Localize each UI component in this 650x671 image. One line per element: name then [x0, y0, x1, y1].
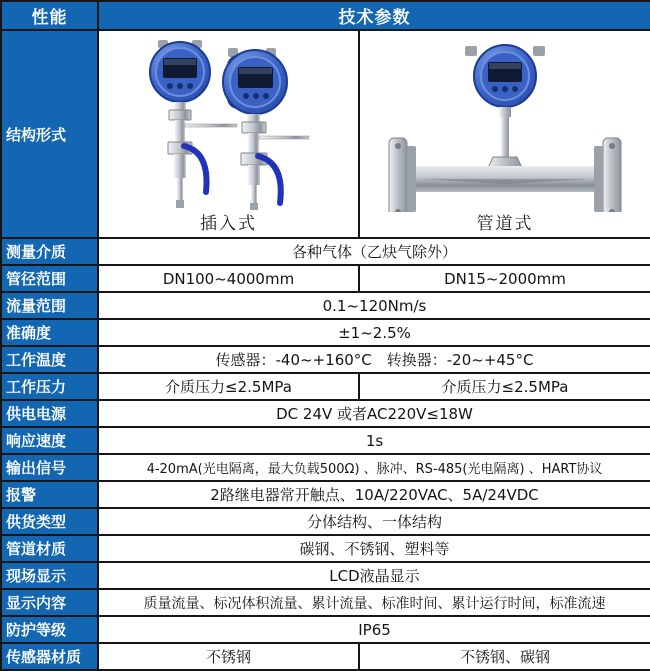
row-label: 供货类型: [1, 508, 98, 535]
insertion-flowmeter-image: [100, 34, 357, 212]
row-value: 2路继电器常开触点、10A/220VAC、5A/24VDC: [98, 481, 650, 508]
row-supply-type: [1, 508, 650, 535]
row-value: 0.1~120Nm/s: [98, 292, 650, 319]
row-value-left: DN100~4000mm: [98, 265, 359, 292]
row-label: 供电电源: [1, 400, 98, 427]
row-label: 工作压力: [1, 373, 98, 400]
row-value: 4-20mA(光电隔离，最大负载500Ω) 、脉冲、RS-485(光电隔离) 、HART协议: [98, 454, 650, 481]
row-label: 管道材质: [1, 535, 98, 562]
row-working-temperature: [1, 346, 650, 373]
row-value: ±1~2.5%: [98, 319, 650, 346]
pipeline-caption: 管道式: [476, 214, 534, 234]
row-measured-medium: [1, 238, 650, 265]
pipeline-flowmeter-image: [361, 34, 649, 212]
row-value: 碳钢、不锈钢、塑料等: [98, 535, 650, 562]
row-output-signal: [1, 454, 650, 481]
row-label: 管径范围: [1, 265, 98, 292]
parameters-header: 技术参数: [98, 1, 650, 30]
row-value-left: 介质压力≤2.5MPa: [98, 373, 359, 400]
row-value: LCD液晶显示: [98, 562, 650, 589]
row-label: 测量介质: [1, 238, 98, 265]
row-label: 防护等级: [1, 616, 98, 643]
row-label: 输出信号: [1, 454, 98, 481]
row-label: 报警: [1, 481, 98, 508]
row-label: 显示内容: [1, 589, 98, 616]
row-display-content: [1, 589, 650, 616]
insertion-type-cell: [98, 30, 359, 238]
row-label: 工作温度: [1, 346, 98, 373]
row-pipe-diameter-range: [1, 265, 650, 292]
row-value: DC 24V 或者AC220V≤18W: [98, 400, 650, 427]
header-row: [1, 1, 650, 30]
row-value: 分体结构、一体结构: [98, 508, 650, 535]
row-value-left: 不锈钢: [98, 643, 359, 670]
row-accuracy: [1, 319, 650, 346]
row-label: 流量范围: [1, 292, 98, 319]
row-value-right: 介质压力≤2.5MPa: [359, 373, 650, 400]
insertion-caption: 插入式: [200, 214, 257, 234]
row-value: 质量流量、标况体积流量、累计流量、标准时间、累计运行时间，标准流速: [98, 589, 650, 616]
row-label: 响应速度: [1, 427, 98, 454]
row-value: IP65: [98, 616, 650, 643]
row-power-supply: [1, 400, 650, 427]
row-label: 准确度: [1, 319, 98, 346]
row-value: 1s: [98, 427, 650, 454]
row-response-speed: [1, 427, 650, 454]
row-value: 传感器：-40~+160°C 转换器：-20~+45°C: [98, 346, 650, 373]
row-label: 传感器材质: [1, 643, 98, 670]
row-protection-rating: [1, 616, 650, 643]
row-pipe-material: [1, 535, 650, 562]
pipeline-type-cell: [359, 30, 650, 238]
structure-row: [1, 30, 650, 238]
row-value-right: DN15~2000mm: [359, 265, 650, 292]
row-local-display: [1, 562, 650, 589]
performance-header: 性能: [1, 1, 98, 30]
row-sensor-material: [1, 643, 650, 670]
row-working-pressure: [1, 373, 650, 400]
row-flow-range: [1, 292, 650, 319]
row-alarm: [1, 481, 650, 508]
structure-label: 结构形式: [1, 30, 98, 238]
row-value-right: 不锈钢、碳钢: [359, 643, 650, 670]
row-label: 现场显示: [1, 562, 98, 589]
row-value: 各种气体（乙炔气除外）: [98, 238, 650, 265]
